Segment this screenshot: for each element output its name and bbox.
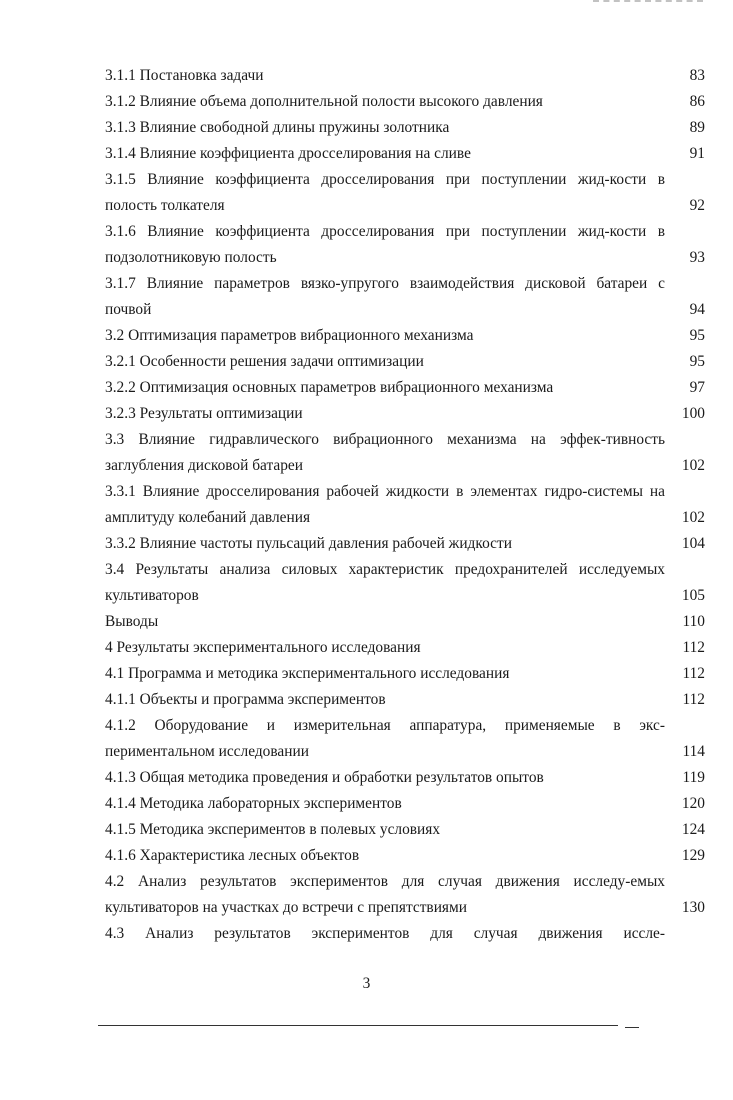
toc-entry <box>105 869 705 921</box>
page-number: 3 <box>362 975 371 992</box>
toc-entry-page: 110 <box>682 613 705 630</box>
toc-entry <box>105 531 705 557</box>
toc-entry-page: 114 <box>682 743 705 760</box>
toc-entry-title: 4.1.6 Характеристика лесных объектов <box>105 847 360 864</box>
toc-entry-page: 100 <box>681 405 705 422</box>
toc-entry-title: 3.1.1 Постановка задачи <box>105 67 264 84</box>
toc-entry-page: 95 <box>689 327 705 344</box>
toc-entry-page: 89 <box>689 119 705 136</box>
toc-entry <box>105 219 705 271</box>
toc-entry <box>105 427 705 479</box>
toc-entry <box>105 843 705 869</box>
toc-entry-page: 105 <box>681 587 705 604</box>
toc-entry-page: 104 <box>681 535 705 552</box>
toc-entry <box>105 609 705 635</box>
toc-entry-page: 102 <box>681 457 705 474</box>
toc-entry-title: 3.1.6 Влияние коэффициента дросселирования при поступлении жид-кости в подзолотниковую полость <box>105 223 665 266</box>
toc-entry-page: 94 <box>689 301 705 318</box>
toc-entry-title: 3.1.5 Влияние коэффициента дросселирования при поступлении жид-кости в полость толкателя <box>105 171 665 214</box>
toc-entry-page: 112 <box>682 691 705 708</box>
toc-entry <box>105 687 705 713</box>
toc-entry-page: 112 <box>682 639 705 656</box>
toc-entry <box>105 349 705 375</box>
toc-entry <box>105 89 705 115</box>
toc-entry <box>105 375 705 401</box>
toc-entry-page: 129 <box>681 847 705 864</box>
toc-entry-title: 3.1.4 Влияние коэффициента дросселирования на сливе <box>105 145 471 162</box>
scan-artifact <box>593 0 703 7</box>
toc-entry-title: 3.2.3 Результаты оптимизации <box>105 405 303 422</box>
toc-entry-title: 4.2 Анализ результатов экспериментов для случая движения исследу-емых культиваторов на участках до встречи с препятствиями <box>105 873 665 916</box>
toc-entry-page: 120 <box>681 795 705 812</box>
toc-entry-page: 86 <box>689 93 705 110</box>
toc-entry-title: 4.1 Программа и методика экспериментального исследования <box>105 665 510 682</box>
toc-entry-page: 124 <box>681 821 705 838</box>
toc-entry <box>105 271 705 323</box>
toc-entry <box>105 167 705 219</box>
toc-entry <box>105 713 705 765</box>
toc-entry-title: 4.3 Анализ результатов экспериментов для случая движения иссле- <box>105 925 665 942</box>
toc-entry <box>105 115 705 141</box>
toc-entry <box>105 401 705 427</box>
bottom-rule <box>98 1025 618 1026</box>
toc-entry-title: 3.2.2 Оптимизация основных параметров вибрационного механизма <box>105 379 554 396</box>
toc-entry <box>105 479 705 531</box>
toc-entry-page: 112 <box>682 665 705 682</box>
toc-entry-title: 4.1.3 Общая методика проведения и обработки результатов опытов <box>105 769 544 786</box>
toc-entry-title: 3.3.2 Влияние частоты пульсаций давления рабочей жидкости <box>105 535 512 552</box>
toc-entry <box>105 63 705 89</box>
toc-entry <box>105 557 705 609</box>
toc-entry-page: 91 <box>689 145 705 162</box>
toc-entry-page: 93 <box>689 249 705 266</box>
toc-entry-page: 119 <box>682 769 705 786</box>
table-of-contents <box>105 63 705 947</box>
toc-entry-title: 3.1.7 Влияние параметров вязко-упругого взаимодействия дисковой батареи с почвой <box>105 275 665 318</box>
toc-entry-title: Выводы <box>105 613 159 630</box>
toc-entry-page: 92 <box>689 197 705 214</box>
toc-entry-title: 3.3.1 Влияние дросселирования рабочей жидкости в элементах гидро-системы на амплитуду колебаний давления <box>105 483 665 526</box>
toc-entry-page: 95 <box>689 353 705 370</box>
toc-entry-page: 130 <box>681 899 705 916</box>
toc-entry-title: 4.1.4 Методика лабораторных экспериментов <box>105 795 402 812</box>
toc-entry-title: 3.1.2 Влияние объема дополнительной полости высокого давления <box>105 93 543 110</box>
toc-entry <box>105 921 705 947</box>
toc-entry <box>105 765 705 791</box>
toc-entry-page: 102 <box>681 509 705 526</box>
toc-entry-title: 4.1.5 Методика экспериментов в полевых условиях <box>105 821 441 838</box>
toc-entry-title: 3.1.3 Влияние свободной длины пружины золотника <box>105 119 450 136</box>
bottom-dash <box>625 1027 639 1028</box>
toc-entry <box>105 791 705 817</box>
toc-entry-title: 3.2.1 Особенности решения задачи оптимизации <box>105 353 424 370</box>
toc-entry <box>105 635 705 661</box>
toc-entry <box>105 661 705 687</box>
toc-entry-title: 3.2 Оптимизация параметров вибрационного механизма <box>105 327 474 344</box>
toc-entry <box>105 141 705 167</box>
toc-entry-page: 83 <box>689 67 705 84</box>
toc-entry <box>105 323 705 349</box>
toc-entry-title: 3.3 Влияние гидравлического вибрационного механизма на эффек-тивность заглубления дисковой батареи <box>105 431 665 474</box>
toc-entry-page: 97 <box>689 379 705 396</box>
toc-entry-title: 4.1.1 Объекты и программа экспериментов <box>105 691 386 708</box>
toc-entry <box>105 817 705 843</box>
toc-entry-title: 4.1.2 Оборудование и измерительная аппаратура, применяемые в экс-периментальном исследовании <box>105 717 665 760</box>
toc-entry-title: 3.4 Результаты анализа силовых характеристик предохранителей исследуемых культиваторов <box>105 561 665 604</box>
toc-entry-title: 4 Результаты экспериментального исследования <box>105 639 421 656</box>
